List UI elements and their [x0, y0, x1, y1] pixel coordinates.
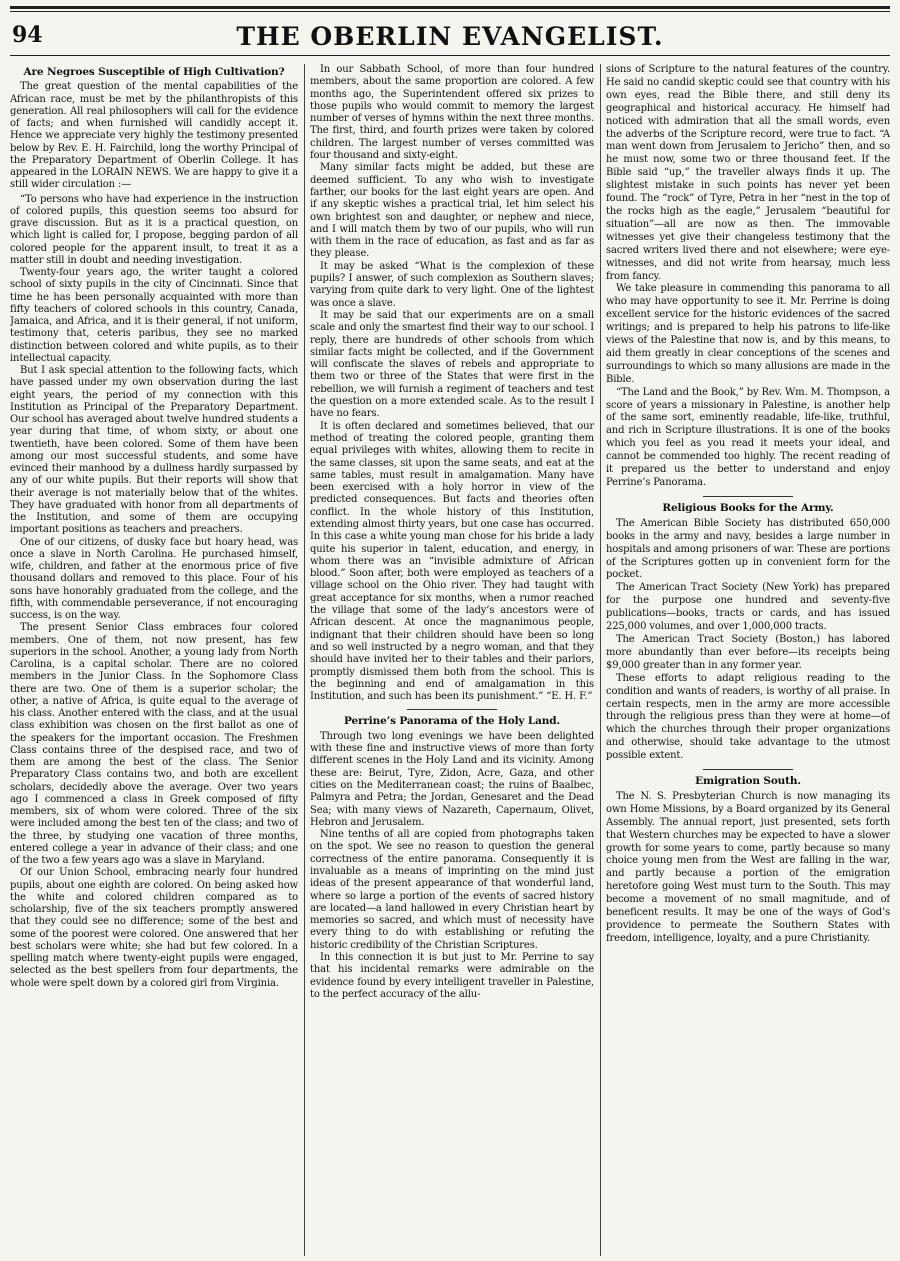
paragraph: Of our Union School, embracing nearly four hundred pupils, about one eighth are colored. On being asked how the white and colored children compared as to scholarship, five of the six teachers promptly answered that they could see no difference; some of the best and some of the poorest were colored. One answered that her best scholars were white; she had but few colored. In a spelling match where twenty-eight pupils were engaged, selected as the best spellers from four departments, the whole were spelt down by a colored girl from Virginia.	[10, 867, 298, 989]
paragraph: One of our citizens, of dusky face but hoary head, was once a slave in North Carolina. He purchased himself, wife, children, and father at the enormous price of five thousand dollars and removed to this place. Four of his sons have honorably graduated from the college, and the fifth, with commendable perseverance, if not encouraging success, is on the way.	[10, 536, 298, 621]
paragraph: The present Senior Class embraces four colored members. One of them, not now present, has few superiors in the school. Another, a young lady from North Carolina, is a capital scholar. There are no colored members in the Junior Class. In the Sophomore Class there are two. One of them is a superior scholar; the other, a native of Africa, is quite equal to the average of his class. Another entered with the class, and at the usual class exhibition was chosen on the first ballot as one of the speakers for the important occasion. The Freshmen Class contains three of the despised race, and two of them are among the best of the class. The Senior Preparatory Class contains two, and both are excellent scholars, decidedly above the average. Over two years ago I commenced a class in Greek composed of fifty members, six of whom were colored. Three of the six were included among the best ten of the class; and two of the three, by studying one vacation of three months, entered college a year in advance of their class; and one of the two a few years ago was a slave in Maryland.	[10, 622, 298, 866]
paragraph: The American Bible Society has distributed 650,000 books in the army and navy, besides a large number in hospitals and among prisoners of war. These are portions of the Scriptures gotten up in convenient form for the pocket.	[606, 517, 890, 581]
paragraph: Nine tenths of all are copied from photographs taken on the spot. We see no reason to question the general correctness of the entire panorama. Consequently it is invaluable as a means of imprinting on the mind just ideas of the present appearance of that wonderful land, where so large a portion of the events of sacred history are located—a land hallowed in every Christian heart by memories so sacred, and which must of necessity have every thing to do with establishing or refuting the historic credibility of the Christian Scriptures.	[310, 829, 594, 951]
paragraph: In our Sabbath School, of more than four hundred members, about the same proportion are colored. A few months ago, the Superintendent offered six prizes to those pupils who would commit to memory the largest number of verses of hymns within the next three months. The first, third, and fourth prizes were taken by colored children. The largest number of verses committed was four thousand and sixty-eight.	[310, 64, 594, 162]
paragraph: “To persons who have had experience in the instruction of colored pupils, this question seems too absurd for grave discussion. But as it is a practical question, on which light is called for, I propose, begging pardon of all colored people for the apparent insult, to treat it as a matter still in doubt and needing investigation.	[10, 193, 298, 266]
column-rule	[600, 64, 601, 1256]
article-heading-religious-books: Religious Books for the Army.	[662, 501, 834, 514]
paragraph: The N. S. Presbyterian Church is now managing its own Home Missions, by a Board organized by its General Assembly. The annual report, just presented, sets forth that Western churches may be expected to have a slower growth for some years to come, partly because so many choice young men from the West are falling in the war, and partly because a portion of the emigration heretofore going West must turn to the South. This may become a movement of no small magnitude, and of beneficent results. It may be one of the ways of God’s providence to permeate the Southern States with freedom, intelligence, loyalty, and a pure Christianity.	[606, 790, 890, 944]
paragraph: These efforts to adapt religious reading to the condition and wants of readers, is worthy of all praise. In certain respects, men in the army are more accessible through the religious press than they were at home—of which the churches through their proper organizations and otherwise, should take advantage to the utmost possible extent.	[606, 672, 890, 762]
paragraph: The great question of the mental capabilities of the African race, must be met by the philanthropists of this generation. All real philosophers will call for the evidence of facts; and when furnished will candidly accept it. Hence we appreciate very highly the testimony presented below by Rev. E. H. Fairchild, long the worthy Principal of the Preparatory Department of Oberlin College. It has appeared in the LORAIN NEWS. We are happy to give it a still wider circulation :—	[10, 81, 298, 191]
section-divider	[703, 769, 793, 770]
article-heading-perrines-panorama: Perrine’s Panorama of the Holy Land.	[344, 715, 560, 728]
paragraph: In this connection it is but just to Mr. Perrine to say that his incidental remarks were admirable on the evidence found by every intelligent traveller in Palestine, to the perfect accuracy of the allu-	[310, 952, 594, 1000]
article-heading-negroes-cultivation: Are Negroes Susceptible of High Cultivation?	[23, 66, 285, 78]
paragraph: sions of Scripture to the natural features of the country. He said no candid skeptic could see that country with his own eyes, read the Bible there, and still deny its geographical and historical accuracy. He himself had noticed with admiration that all the small words, even the adverbs of the Scripture record, were true to fact. “A man went down from Jerusalem to Jericho” then, and so he must now, some two or three thousand feet. If the Bible said “up,” the traveller always finds it up. The slightest mistake in such points has never yet been found. The “rock” of Tyre, Petra in her “nest in the top of the rocks high as the eagle,” Jerusalem “beautiful for situation”—all are now as then. The immovable witnesses yet give their changeless testimony that the sacred writers lived there and not elsewhere; were eye-witnesses, and did not write from hearsay, much less from fancy.	[606, 64, 890, 282]
paragraph: It is often declared and sometimes believed, that our method of treating the colored people, granting them equal privileges with whites, allowing them to recite in the same classes, sit upon the same seats, and eat at the same tables, must result in amalgamation. Many have been exercised with a holy horror in view of the predicted consequences. But facts and theories often conflict. In the whole history of this Institution, extending almost thirty years, but one case has occurred. In this case a white young man chose for his bride a lady quite his superior in talent, education, and energy, in whom there was an “invisible admixture of African blood.” Soon after, both were employed as teachers of a village school on the Ohio river. They had taught with great acceptance for six months, when a rumor reached the village that some of the lady’s ancestors were of African descent. At once the magnanimous people, indignant that their children should have been so long and so well instructed by a negro woman, and that they should have invited her to their tables and their parlors, promptly dismissed them both from the school. This is the beginning and end of amalgamation in this Institution, and such has been its punishment.” “E. H. F.”	[310, 420, 594, 703]
article-columns	[10, 64, 892, 1256]
masthead-bottom-rule	[10, 55, 890, 56]
masthead	[10, 0, 890, 58]
paragraph: We take pleasure in commending this panorama to all who may have opportunity to see it. Mr. Perrine is doing excellent service for the historic evidences of the sacred writings; and is prepared to help his patrons to life-like views of the Palestine that now is, and by this means, to aid them greatly in clear conceptions of the scenes and surroundings to which so many allusions are made in the Bible.	[606, 283, 890, 385]
paragraph: Through two long evenings we have been delighted with these fine and instructive views of more than forty different scenes in the Holy Land and its vicinity. Among these are: Beirut, Tyre, Zidon, Acre, Gaza, and other cities on the Mediterranean coast; the ruins of Baalbec, Palmyra and Petra; the Jordan, Genesaret and the Dead Sea; with many views of Nazareth, Capernaum, Olivet, Hebron and Jerusalem.	[310, 730, 594, 828]
section-divider	[407, 709, 497, 710]
paragraph: But I ask special attention to the following facts, which have passed under my own observation during the last eight years, the period of my connection with this Institution as Principal of the Preparatory Department. Our school has averaged about twelve hundred students a year during that time, of whom sixty, or about one twentieth, have been colored. Some of them have been among our most successful students, and some have evinced their manhood by a dullness hardly surpassed by any of our white pupils. But their reports will show that their average is not materially below that of the whites. They have graduated with honor from all departments of the Institution, and some of them are occupying important positions as teachers and preachers.	[10, 365, 298, 536]
newspaper-title: THE OBERLIN EVANGELIST.	[236, 22, 664, 51]
paragraph: Many similar facts might be added, but these are deemed sufficient. To any who wish to investigate farther, our books for the last eight years are open. And if any skeptic wishes a practical trial, let him select his own brightest son and daughter, or nephew and niece, and I will match them by two of our pupils, who will run with them in the race of education, as fast and as far as they please.	[310, 162, 594, 260]
paragraph: It may be said that our experiments are on a small scale and only the smartest find their way to our school. I reply, there are hundreds of other schools from which similar facts might be collected, and if the Government will confiscate the slaves of rebels and appropriate to them two or three of the States that were first in the rebellion, we will furnish a regiment of teachers and test the question on a more extended scale. As to the result I have no fears.	[310, 309, 594, 420]
paragraph: The American Tract Society (Boston,) has labored more abundantly than ever before—its receipts being $9,000 greater than in any former year.	[606, 633, 890, 671]
section-divider	[703, 496, 793, 497]
page-number: 94	[12, 22, 43, 48]
paragraph: The American Tract Society (New York) has prepared for the purpose one hundred and seventy-five publications—books, tracts or cards, and has issued 225,000 volumes, and over 1,000,000 tracts.	[606, 582, 890, 633]
paragraph: It may be asked “What is the complexion of these pupils? I answer, of such complexion as Southern slaves; varying from quite dark to very light. One of the lightest was once a slave.	[310, 260, 594, 309]
article-heading-emigration-south: Emigration South.	[695, 775, 801, 788]
column-2	[310, 64, 594, 1256]
column-rule	[304, 64, 305, 1256]
paragraph: Twenty-four years ago, the writer taught a colored school of sixty pupils in the city of Cincinnati. Since that time he has been personally acquainted with more than fifty teachers of colored schools in this country, Canada, Jamaica, and Africa, and it is their general, if not uniform, testimony that, ceteris paribus, they see no marked distinction between colored and white pupils, as to their intellectual capacity.	[10, 267, 298, 364]
column-1	[10, 64, 298, 1256]
paragraph: “The Land and the Book,” by Rev. Wm. M. Thompson, a score of years a missionary in Palestine, is another help of the same sort, eminently readable, life-like, truthful, and rich in Scripture illustrations. It is one of the books which you feel as you read it meets your ideal, and cannot be commended too highly. The recent reading of it prepared us the better to understand and enjoy Perrine’s Panorama.	[606, 386, 890, 488]
column-3	[606, 64, 890, 1256]
masthead-top-rule	[10, 6, 890, 12]
